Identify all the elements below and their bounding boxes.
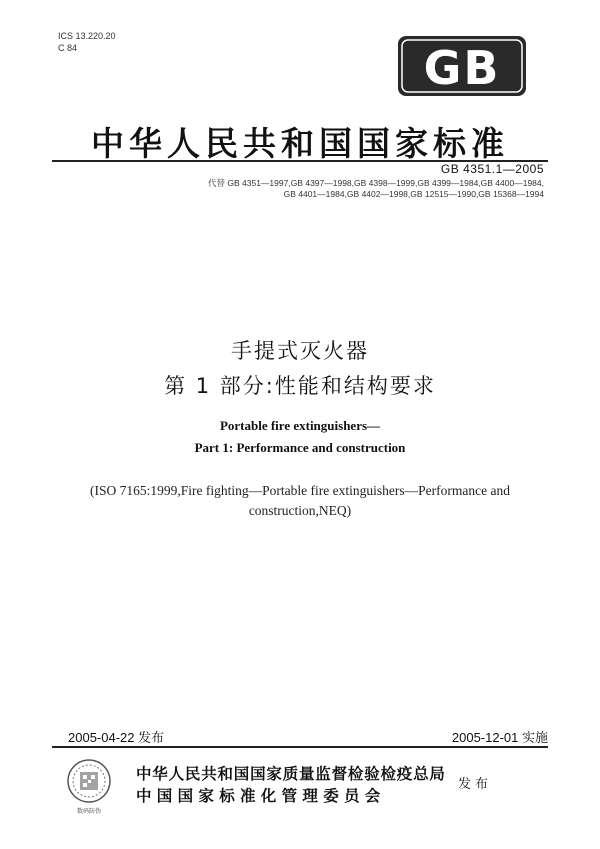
implementation-date: 2005-12-01 实施	[451, 730, 548, 745]
english-title-line-2: Part 1: Performance and construction	[194, 440, 406, 455]
issue-date: 2005-04-22 发布	[68, 730, 165, 745]
classification-codes	[58, 30, 116, 54]
standard-number: GB 4351.1—2005	[440, 162, 544, 176]
replaces-line-1: 代替 GB 4351—1997,GB 4397—1998,GB 4398—1999,GB 4399—1984,GB 4400—1984,	[208, 178, 544, 188]
standard-title: 中华人民共和国国家标准	[91, 124, 509, 163]
iso-reference-line-1: (ISO 7165:1999,Fire fighting—Portable fire extinguishers—Performance and	[90, 483, 510, 498]
iso-reference-line-2: construction,NEQ)	[248, 503, 352, 518]
seal-label: 数码防伪	[76, 808, 101, 815]
ics-code: ICS 13.220.20	[58, 31, 116, 41]
chinese-title-line-2: 第 1 部分:性能和结构要求	[164, 374, 436, 398]
gb-logo-text: GB	[423, 41, 501, 95]
ccs-code: C 84	[58, 43, 78, 53]
footer-divider	[52, 746, 548, 748]
anti-counterfeit-seal-icon	[66, 758, 112, 804]
gb-logo-icon	[398, 36, 526, 96]
issuer-line-1: 中华人民共和国国家质量监督检验检疫总局	[136, 765, 446, 783]
issuer-line-2: 中国国家标准化管理委员会	[136, 787, 386, 805]
english-title-line-1: Portable fire extinguishers—	[219, 418, 381, 433]
publish-label: 发布	[458, 777, 493, 792]
chinese-title-line-1: 手提式灭火器	[231, 339, 369, 363]
replaces-line-2: GB 4401—1984,GB 4402—1998,GB 12515—1990,GB 15368—1994	[283, 189, 544, 199]
